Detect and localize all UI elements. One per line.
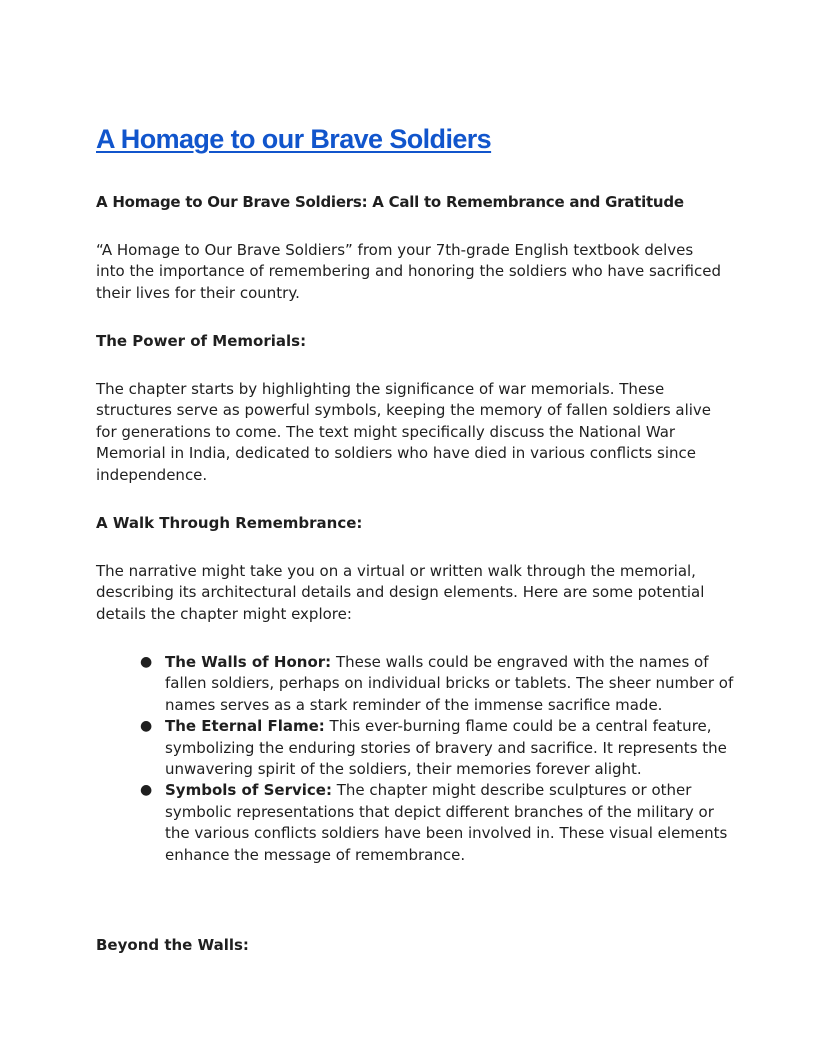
section-heading-beyond-the-walls: Beyond the Walls: xyxy=(96,936,249,954)
section-paragraph-power-of-memorials: The chapter starts by highlighting the significance of war memorials. These structures serve as powerful symbols, keeping the memory of fallen soldiers alive for generations to come. The text might specifically discuss the National War Memorial in India, dedicated to soldiers who have died in various conflicts since independence. xyxy=(96,380,712,484)
bullet-icon: ● xyxy=(140,782,153,799)
list-item-text: These walls could be engraved with the names of fallen soldiers, perhaps on individual bricks or tablets. The sheer number of names serves as a stark reminder of the immense sacrifice made. xyxy=(165,653,734,714)
intro-paragraph: “A Homage to Our Brave Soldiers” from your 7th-grade English textbook delves into the importance of remembering and honoring the soldiers who have sacrificed their lives for their country. xyxy=(96,241,722,302)
memorial-details-list xyxy=(96,652,736,866)
document-title-link[interactable]: A Homage to our Brave Soldiers xyxy=(96,124,492,154)
section-heading-walk-through-remembrance: A Walk Through Remembrance: xyxy=(96,514,363,532)
list-item xyxy=(96,652,736,716)
list-item xyxy=(96,780,736,866)
document-subtitle: A Homage to Our Brave Soldiers: A Call to Remembrance and Gratitude xyxy=(96,193,684,211)
list-item-term: Symbols of Service: xyxy=(165,781,332,800)
list-item xyxy=(96,716,736,780)
bullet-icon: ● xyxy=(140,654,153,670)
list-item-text: The chapter might describe sculptures or other symbolic representations that depict different branches of the military or the various conflicts soldiers have been involved in. These visual elements enhance the message of remembrance. xyxy=(165,781,728,864)
list-item-term: The Eternal Flame: xyxy=(165,717,325,736)
list-item-text: This ever-burning flame could be a central feature, symbolizing the enduring stories of bravery and sacrifice. It represents the unwavering spirit of the soldiers, their memories forever alight. xyxy=(165,717,727,779)
list-item-term: The Walls of Honor: xyxy=(165,653,332,671)
section-heading-power-of-memorials: The Power of Memorials: xyxy=(96,332,307,350)
section-paragraph-walk-through-remembrance: The narrative might take you on a virtual or written walk through the memorial, describing its architectural details and design elements. Here are some potential details the chapter might explore: xyxy=(96,562,705,623)
bullet-icon: ● xyxy=(140,718,153,735)
